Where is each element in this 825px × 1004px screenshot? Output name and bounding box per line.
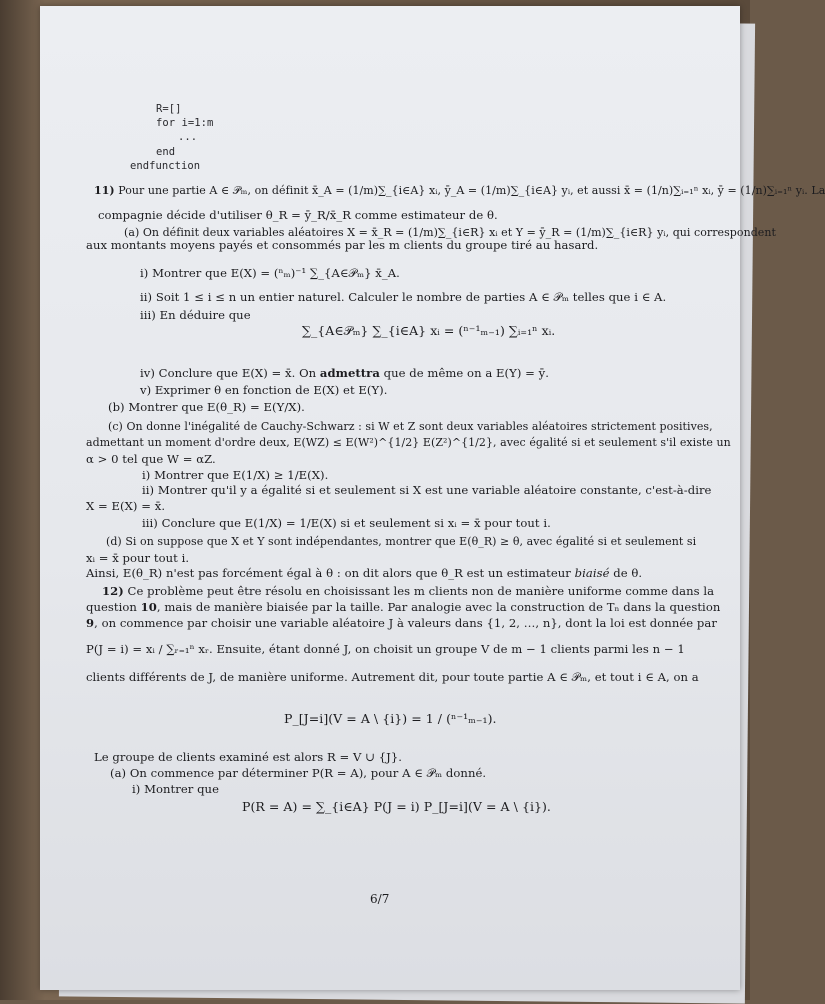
q11-line: compagnie décide d'utiliser θ_R = ȳ_R/x̄_R comme estimateur de θ. [98, 208, 498, 222]
q11d-line: xᵢ = x̄ pour tout i. [86, 551, 190, 565]
q11-intro-line [94, 184, 825, 198]
q11c-ii: X = E(X) = x̄. [86, 499, 166, 513]
q12a-i-equation: P(R = A) = ∑_{i∈A} P(J = i) P_[J=i](V = A \ {i}). [242, 799, 551, 814]
q11-text: Pour une partie A ∈ 𝒫ₘ, on définit x̄_A = (1/m)∑_{i∈A} xᵢ, ȳ_A = (1/m)∑_{i∈A} yᵢ, et aussi x̄ = (1/n)∑ᵢ₌₁ⁿ xᵢ, ȳ = (1/n)∑ᵢ₌₁ⁿ yᵢ. La [118, 184, 825, 197]
q12-question-ref: 9 [86, 616, 95, 630]
q12-line [102, 584, 714, 598]
q12-line: clients différents de J, de manière uniforme. Autrement dit, pour toute partie A ∈ 𝒫ₘ, et tout i ∈ A, on a [86, 670, 699, 684]
q12-text: Ce problème peut être résolu en choisissant les m clients non de manière uniforme comme dans la [127, 584, 715, 598]
q12-number: 12) [102, 584, 124, 598]
q11a-v: v) Exprimer θ en fonction de E(X) et E(Y). [140, 383, 388, 397]
q12-text: , on commence par choisir une variable aléatoire J à valeurs dans {1, 2, …, n}, dont la loi est donnée par [94, 616, 717, 630]
q11-number: 11) [94, 184, 115, 197]
q11-conclusion-text: Ainsi, E(θ_R) n'est pas forcément égal à θ : on dit alors que θ_R est un estimateur [86, 566, 571, 580]
q12-line: Le groupe de clients examiné est alors R = V ∪ {J}. [94, 750, 402, 764]
q11d-line: (d) Si on suppose que X et Y sont indépendantes, montrer que E(θ_R) ≥ θ, avec égalité si et seulement si [106, 535, 697, 548]
code-line: ... [178, 131, 198, 143]
q11a-iv-text: que de même on a E(Y) = ȳ. [383, 366, 549, 380]
q11a-iii: iii) En déduire que [140, 308, 251, 322]
q12-text: , mais de manière biaisée par la taille. Par analogie avec la construction de Tₙ dans la question [156, 600, 721, 614]
q12-line [86, 616, 717, 630]
q11b: (b) Montrer que E(θ_R) = E(Y/X). [108, 400, 305, 414]
q11-conclusion-text: de θ. [613, 566, 643, 580]
q11a-line: aux montants moyens payés et consommés par les m clients du groupe tiré au hasard. [86, 238, 599, 252]
code-line: for i=1:m [156, 117, 214, 129]
code-line: end [156, 146, 176, 158]
q12a: (a) On commence par déterminer P(R = A), pour A ∈ 𝒫ₘ donné. [110, 766, 487, 780]
q11a-i: i) Montrer que E(X) = (ⁿₘ)⁻¹ ∑_{A∈𝒫ₘ} x̄_A. [140, 266, 400, 280]
q11a-iv-text: iv) Conclure que E(X) = x̄. On [140, 366, 317, 380]
q12-line: P(J = i) = xᵢ / ∑ᵣ₌₁ⁿ xᵣ. Ensuite, étant donné J, on choisit un groupe V de m − 1 clients parmi les n − 1 [86, 642, 685, 656]
q11a-iv-emphasis: admettra [319, 366, 380, 380]
q11c-line: admettant un moment d'ordre deux, E(WZ) ≤ E(W²)^{1/2} E(Z²)^{1/2}, avec égalité si et seulement s'il existe un [86, 436, 731, 449]
q11c-line: α > 0 tel que W = αZ. [86, 452, 216, 466]
code-line: endfunction [130, 160, 201, 172]
q12-question-ref: 10 [140, 600, 157, 614]
q12a-i: i) Montrer que [132, 782, 219, 796]
q11a-ii: ii) Soit 1 ≤ i ≤ n un entier naturel. Calculer le nombre de parties A ∈ 𝒫ₘ telles que i ∈ A. [140, 290, 667, 304]
code-line: R=[] [156, 103, 182, 115]
q11a-line: (a) On définit deux variables aléatoires X = x̄_R = (1/m)∑_{i∈R} xᵢ et Y = ȳ_R = (1/m)∑_{i∈R} yᵢ, qui correspondent [124, 226, 776, 239]
q11c-ii: ii) Montrer qu'il y a égalité si et seulement si X est une variable aléatoire constante, c'est-à-dire [142, 483, 712, 497]
q11a-iv [140, 366, 549, 380]
q12-line [86, 600, 720, 614]
q11-conclusion-emphasis: biaisé [574, 566, 610, 580]
q11-conclusion [86, 566, 642, 580]
q11c-iii: iii) Conclure que E(1/X) = 1/E(X) si et seulement si xᵢ = x̄ pour tout i. [142, 516, 551, 530]
page-number: 6/7 [370, 892, 390, 906]
exam-page [40, 6, 825, 990]
q11c-i: i) Montrer que E(1/X) ≥ 1/E(X). [142, 468, 329, 482]
q12-text: question [86, 600, 137, 614]
q11c-line: (c) On donne l'inégalité de Cauchy-Schwarz : si W et Z sont deux variables aléatoires strictement positives, [108, 420, 713, 433]
q11a-iii-equation: ∑_{A∈𝒫ₘ} ∑_{i∈A} xᵢ = (ⁿ⁻¹ₘ₋₁) ∑ᵢ₌₁ⁿ xᵢ. [302, 323, 556, 338]
q12-equation: P_[J=i](V = A \ {i}) = 1 / (ⁿ⁻¹ₘ₋₁). [284, 711, 497, 726]
